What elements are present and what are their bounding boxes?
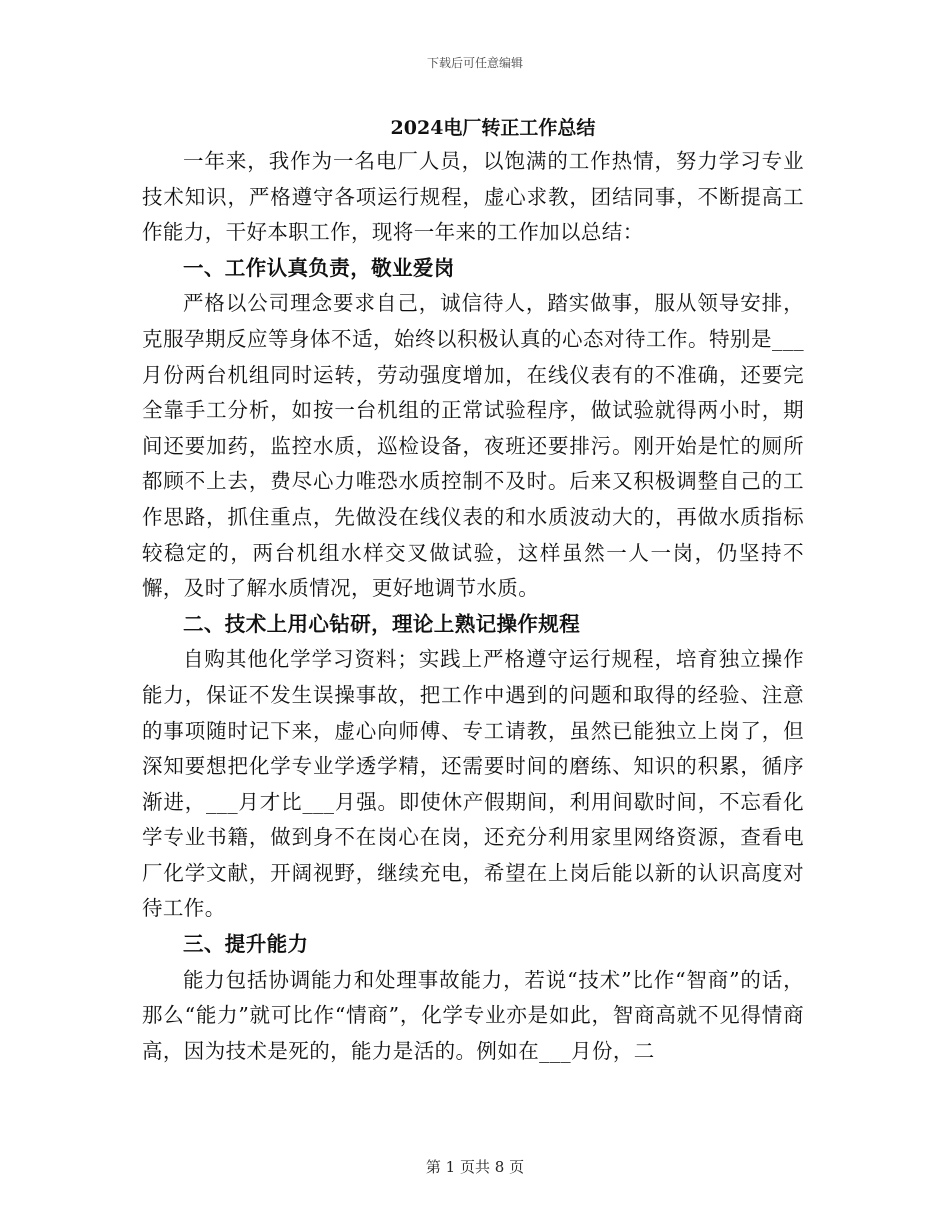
section-1-body: 严格以公司理念要求自己，诚信待人，踏实做事，服从领导安排，克服孕期反应等身体不适，始终以积极认真的心态对待工作。特别是___月份两台机组同时运转，劳动强度增加，在线仪表有的不准确，还要完全靠手工分析，如按一台机组的正常试验程序，做试验就得两小时，期间还要加药，监控水质，巡检设备，夜班还要排污。刚开始是忙的厕所都顾不上去，费尽心力唯恐水质控制不及时。后来又积极调整自己的工作思路，抓住重点，先做没在线仪表的和水质波动大的，再做水质指标较稳定的，两台机组水样交叉做试验，这样虽然一人一岗，仍坚持不懈，及时了解水质情况，更好地调节水质。 xyxy=(142,291,804,601)
page-footer: 第 1 页共 8 页 xyxy=(425,1158,525,1176)
section-1-heading: 一、工作认真负责，敬业爱岗 xyxy=(183,255,455,280)
document-title: 2024电厂转正工作总结 xyxy=(390,117,596,139)
document-body xyxy=(142,112,804,1069)
section-2-heading: 二、技术上用心钻研，理论上熟记操作规程 xyxy=(183,611,581,636)
section-3-body: 能力包括协调能力和处理事故能力，若说“技术”比作“智商”的话，那么“能力”就可比作“情商”，化学专业亦是如此，智商高就不见得情商高，因为技术是死的，能力是活的。例如在___月份，二 xyxy=(142,967,804,1063)
section-3-heading: 三、提升能力 xyxy=(183,932,309,957)
section-2-body: 自购其他化学学习资料；实践上严格遵守运行规程，培育独立操作能力，保证不发生误操事故，把工作中遇到的问题和取得的经验、注意的事项随时记下来，虚心向师傅、专工请教，虽然已能独立上岗了，但深知要想把化学专业学透学精，还需要时间的磨练、知识的积累，循序渐进，___月才比___月强。即使休产假期间，利用间歇时间，不忘看化学专业书籍，做到身不在岗心在岗，还充分利用家里网络资源，查看电厂化学文献，开阔视野，继续充电，希望在上岗后能以新的认识高度对待工作。 xyxy=(142,647,804,921)
header-note: 下载后可任意编辑 xyxy=(426,56,523,70)
intro-paragraph: 一年来，我作为一名电厂人员，以饱满的工作热情，努力学习专业技术知识，严格遵守各项运行规程，虚心求教，团结同事，不断提高工作能力，干好本职工作，现将一年来的工作加以总结： xyxy=(142,149,804,245)
